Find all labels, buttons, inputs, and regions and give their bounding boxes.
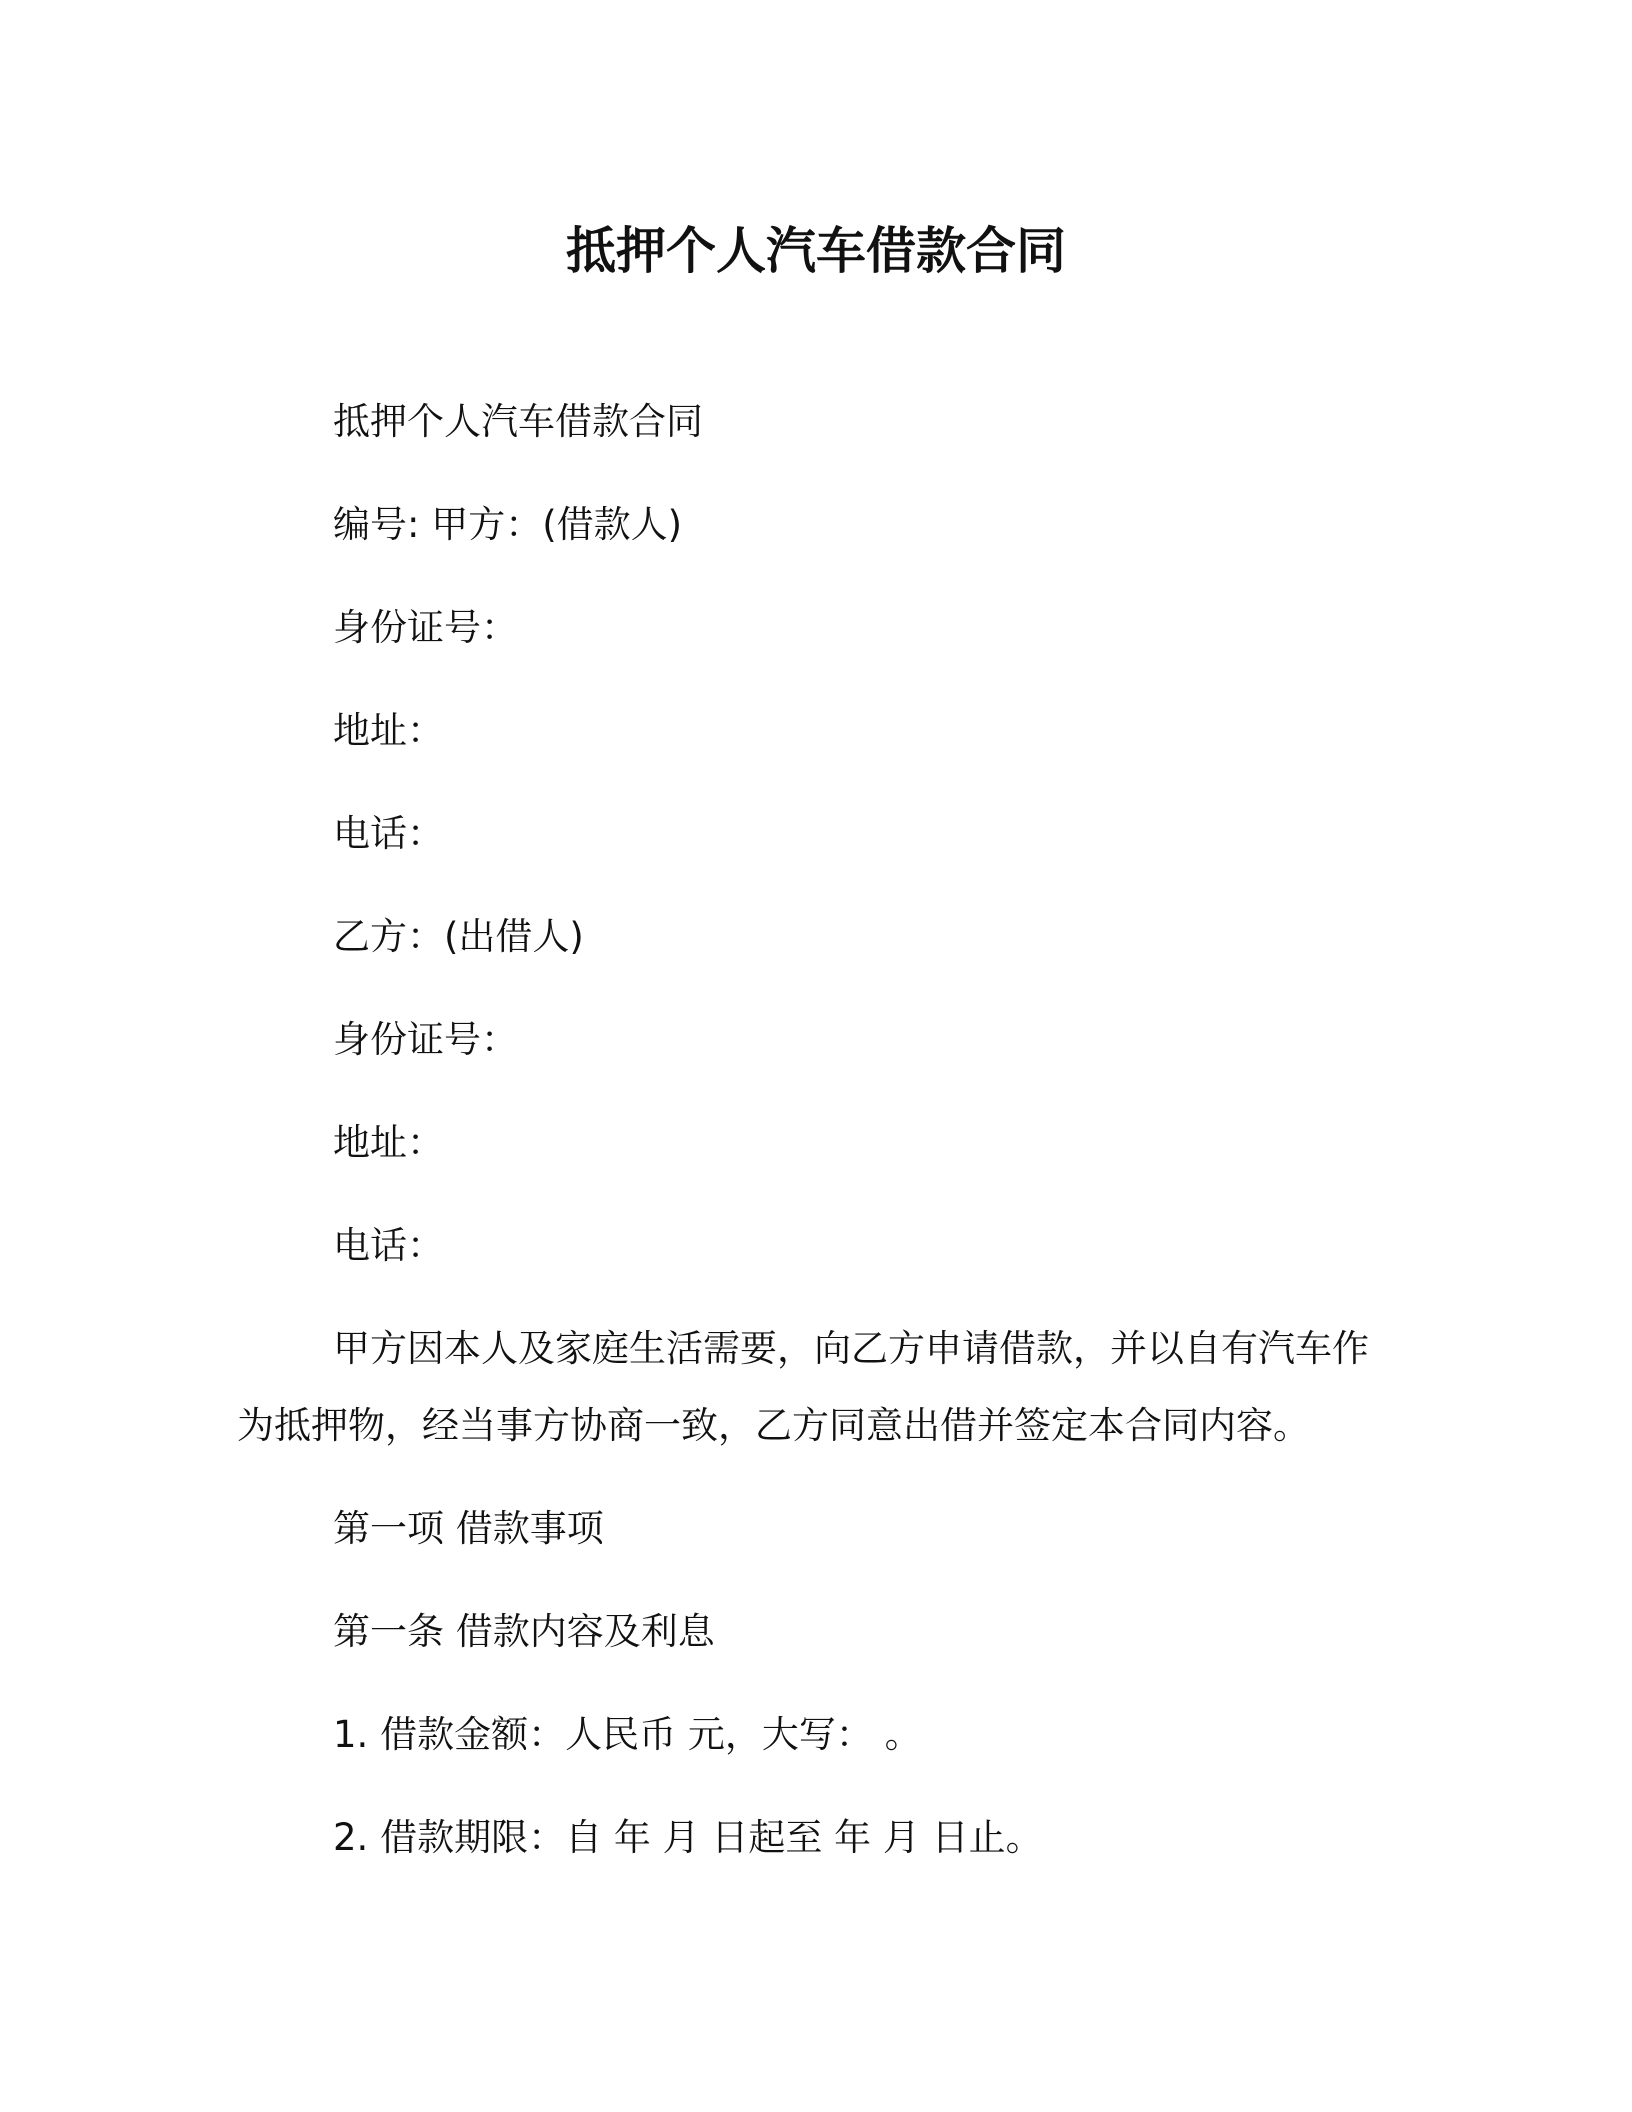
contract-number-party-a-line: 编号: 甲方：(借款人) [333,503,683,546]
intro-paragraph [237,1310,1397,1464]
party-a-id-label: 身份证号： [333,606,518,649]
article-item-loan-term: 2. 借款期限：自 年 月 日起至 年 月 日止。 [333,1816,1043,1859]
article-title: 第一条 借款内容及利息 [333,1610,715,1653]
intro-line: 甲方因本人及家庭生活需要，向乙方申请借款，并以自有汽车作 [333,1327,1369,1370]
party-b-phone-label: 电话： [333,1224,444,1267]
party-b-header: 乙方：(出借人) [333,915,584,958]
intro-line: 为抵押物，经当事方协商一致，乙方同意出借并签定本合同内容。 [237,1404,1310,1447]
article-item-loan-amount: 1. 借款金额：人民币 元，大写： 。 [333,1713,922,1756]
document-title: 抵押个人汽车借款合同 [566,222,1066,280]
section-title: 第一项 借款事项 [333,1507,604,1550]
document-body [237,383,1397,1902]
contract-heading: 抵押个人汽车借款合同 [333,400,703,443]
party-b-address-label: 地址： [333,1121,444,1164]
party-a-phone-label: 电话： [333,812,444,855]
party-b-id-label: 身份证号： [333,1018,518,1061]
party-a-address-label: 地址： [333,709,444,752]
